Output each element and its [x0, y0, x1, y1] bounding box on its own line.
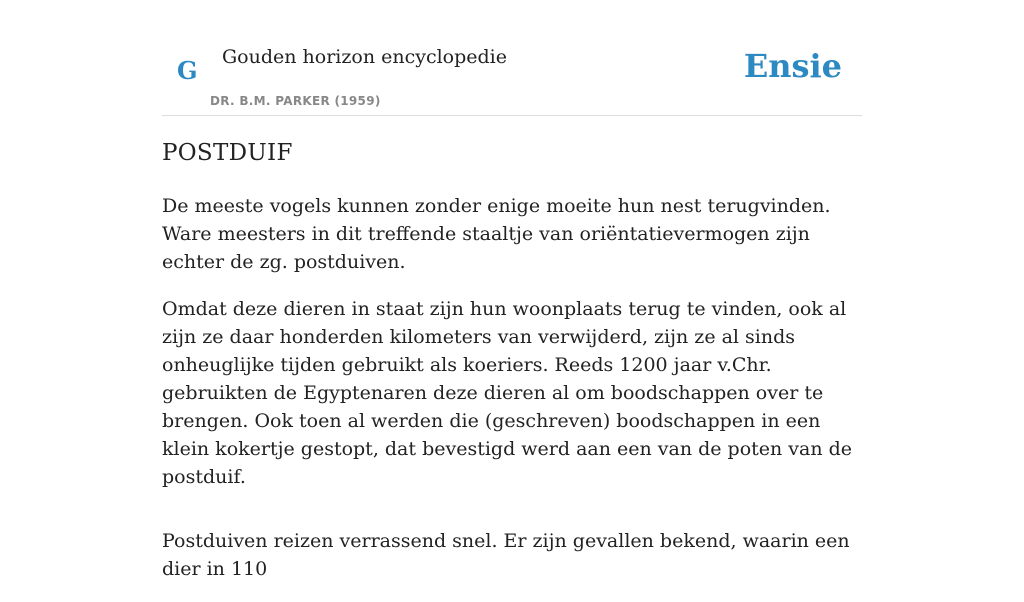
page: [162, 0, 862, 580]
source-header: [162, 0, 862, 116]
article-paragraph: De meeste vogels kunnen zonder enige moeite hun nest terugvinden. Ware meesters in dit treffende staaltje van oriëntatievermogen zijn echter de zg. postduiven.: [162, 195, 831, 273]
source-logo-icon[interactable]: G: [177, 56, 198, 85]
source-author: DR. B.M. PARKER (1959): [210, 94, 381, 108]
article-title: POSTDUIF: [162, 140, 293, 166]
source-title-link[interactable]: Gouden horizon encyclopedie: [222, 46, 507, 68]
article-paragraph: Omdat deze dieren in staat zijn hun woonplaats terug te vinden, ook al zijn ze daar honderden kilometers van verwijderd, zijn ze al sinds onheuglijke tijden gebruikt als koeriers. Reeds 1200 jaar v.Chr. gebruikten de Egyptenaren deze dieren al om boodschappen over te brengen. Ook toen al werden die (geschreven) boodschappen in een klein kokertje gestopt, dat bevestigd werd aan een van de poten van de postduif.: [162, 298, 853, 488]
article-paragraph: Postduiven reizen verrassend snel. Er zijn gevallen bekend, waarin een dier in 110: [162, 530, 850, 580]
article-body: [162, 192, 862, 602]
ensie-logo-link[interactable]: Ensie: [743, 47, 842, 85]
